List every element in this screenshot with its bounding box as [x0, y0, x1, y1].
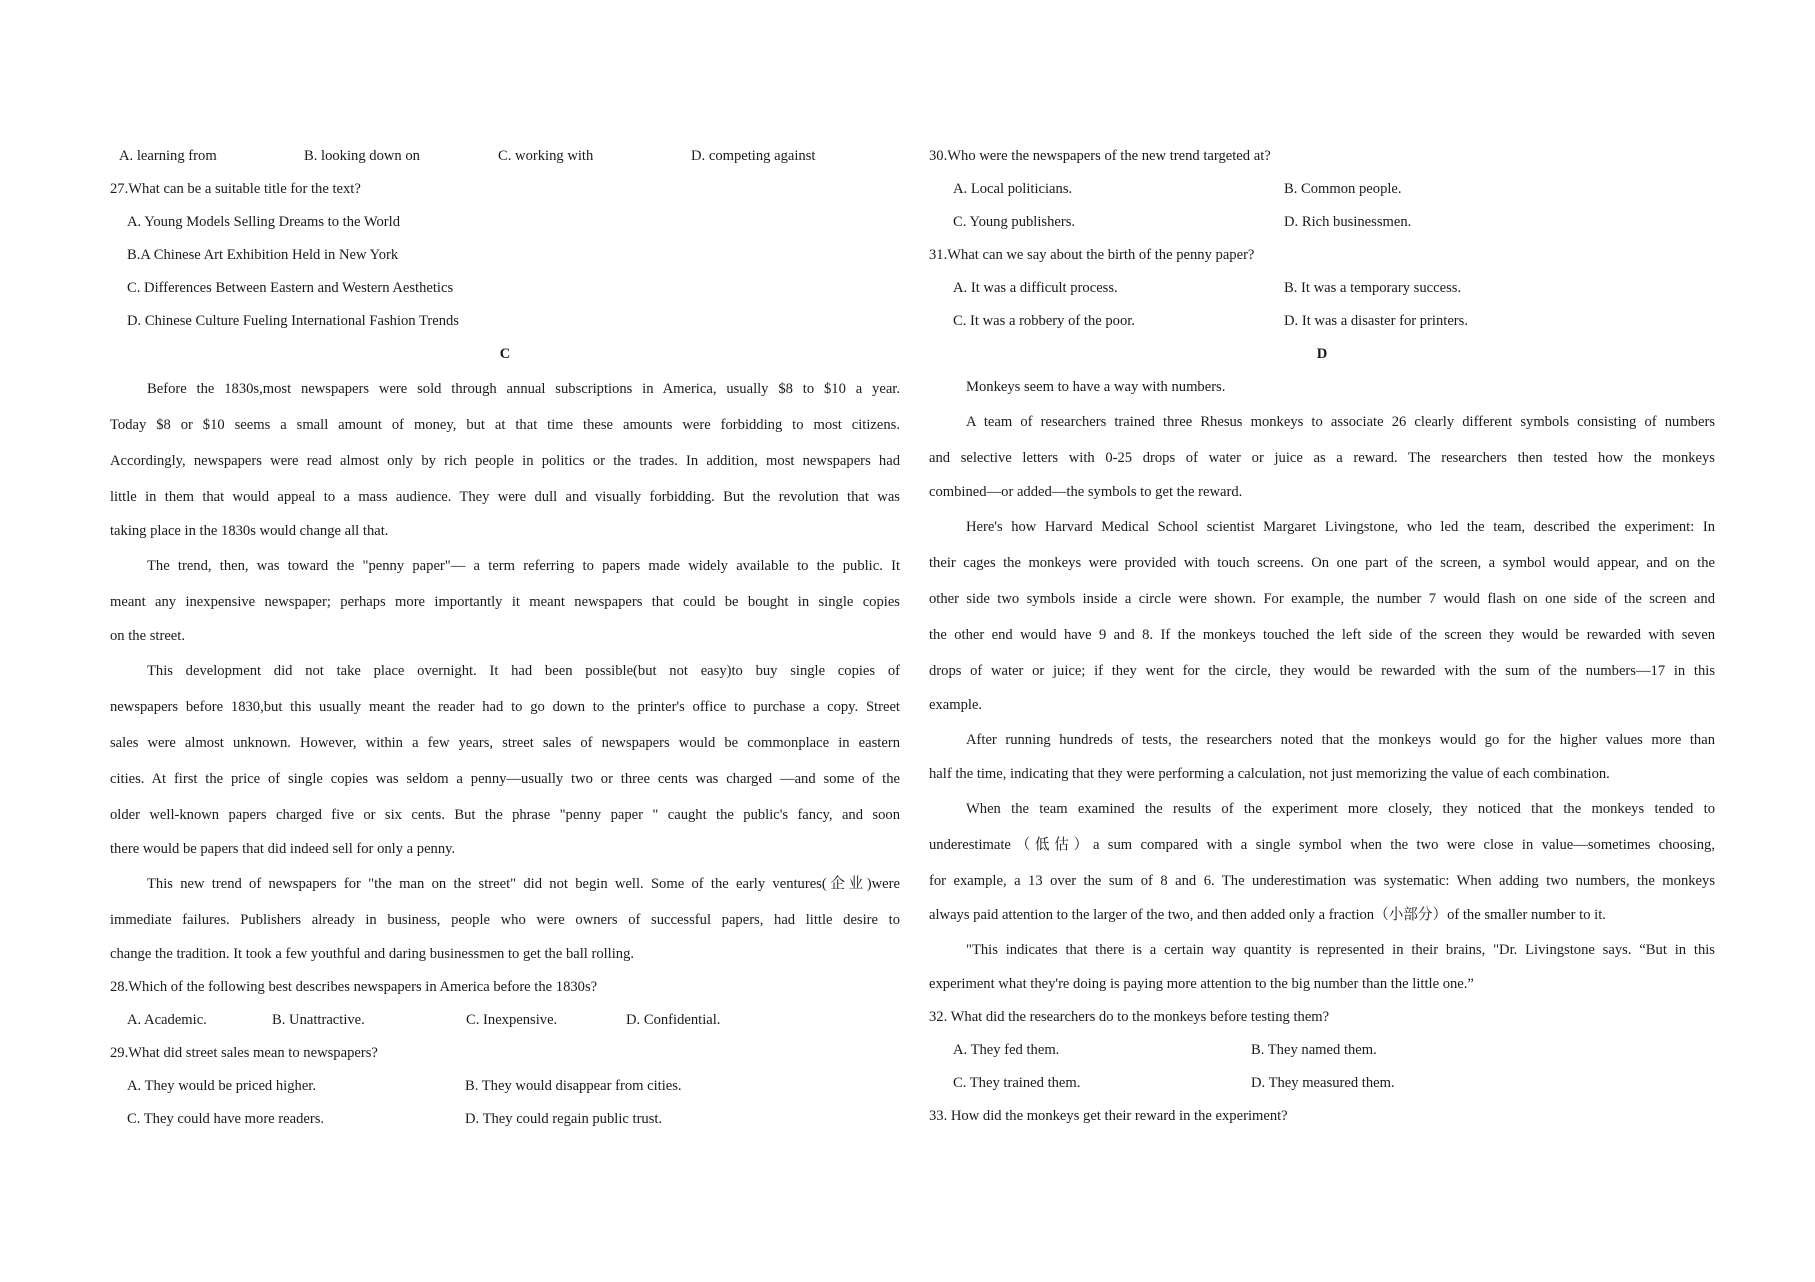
left-column	[110, 140, 900, 1136]
passage-d-line: half the time, indicating that they were performing a calculation, not just memorizing the value of each combination.	[929, 766, 1610, 782]
q29-option-b: B. They would disappear from cities.	[465, 1078, 682, 1094]
section-d-title: D	[1316, 346, 1328, 362]
q31-option-b: B. It was a temporary success.	[1284, 280, 1462, 296]
passage-c-line: Before the 1830s,most newspapers were sold through annual subscriptions in America, usually $8 to $10 a year.	[147, 381, 900, 397]
passage-c-line: Today $8 or $10 seems a small amount of money, but at that time these amounts were forbidding to most citizens.	[110, 417, 900, 433]
q27-option-c: C. Differences Between Eastern and Western Aesthetics	[127, 280, 454, 296]
passage-c	[110, 371, 900, 971]
q32-question: 32. What did the researchers do to the monkeys before testing them?	[929, 1009, 1330, 1025]
passage-d-intro: Monkeys seem to have a way with numbers.	[966, 379, 1226, 395]
passage-d-line: Here's how Harvard Medical School scientist Margaret Livingstone, who led the team, described the experiment: In	[966, 519, 1715, 535]
q32-options-row1	[929, 1034, 1715, 1067]
passage-d-line: "This indicates that there is a certain way quantity is represented in their brains, "Dr. Livingstone says. “But in this	[966, 942, 1715, 958]
passage-c-line: This new trend of newspapers for "the man on the street" did not begin well. Some of the early ventures(企业)were	[147, 876, 900, 892]
passage-c-line: The trend, then, was toward the "penny paper"— a term referring to papers made widely available to the public. It	[147, 558, 900, 574]
passage-c-line: meant any inexpensive newspaper; perhaps more importantly it meant newspapers that could be bought in single copies	[110, 594, 900, 610]
q28-option-a: A. Academic.	[127, 1012, 207, 1028]
passage-d-line: for example, a 13 over the sum of 8 and 6. The underestimation was systematic: When adding two numbers, the monkeys	[929, 873, 1715, 889]
q33-question: 33. How did the monkeys get their reward in the experiment?	[929, 1108, 1288, 1124]
q28-option-c: C. Inexpensive.	[466, 1012, 558, 1028]
q32-option-b: B. They named them.	[1251, 1042, 1377, 1058]
passage-c-line: taking place in the 1830s would change all that.	[110, 523, 389, 539]
passage-c-line: on the street.	[110, 628, 185, 644]
q32-option-c: C. They trained them.	[953, 1075, 1081, 1091]
q26-option-d: D. competing against	[691, 148, 816, 164]
q30-option-d: D. Rich businessmen.	[1284, 214, 1412, 230]
passage-c-line: there would be papers that did indeed sell for only a penny.	[110, 841, 456, 857]
passage-d	[929, 371, 1715, 1001]
passage-c-line: older well-known papers charged five or six cents. But the phrase "penny paper " caught the public's fancy, and soon	[110, 807, 900, 823]
passage-c-line: little in them that would appeal to a mass audience. They were dull and visually forbidding. But the revolution that was	[110, 489, 900, 505]
q29-options-row2	[110, 1103, 900, 1136]
q31-option-d: D. It was a disaster for printers.	[1284, 313, 1468, 329]
q32-option-d: D. They measured them.	[1251, 1075, 1395, 1091]
passage-d-line: other side two symbols inside a circle were shown. For example, the number 7 would flash on one side of the screen and	[929, 591, 1715, 607]
q30-options-row2	[929, 206, 1715, 239]
q26-option-a: A. learning from	[119, 148, 217, 164]
q30-option-a: A. Local politicians.	[953, 181, 1073, 197]
q27-option-d: D. Chinese Culture Fueling International Fashion Trends	[127, 313, 459, 329]
q28-options	[110, 1004, 900, 1037]
q31-question: 31.What can we say about the birth of the penny paper?	[929, 247, 1255, 263]
passage-c-line: cities. At first the price of single copies was seldom a penny—usually two or three cents was charged —and some of the	[110, 771, 900, 787]
q30-options-row1	[929, 173, 1715, 206]
q29-option-c: C. They could have more readers.	[127, 1111, 325, 1127]
passage-c-line: change the tradition. It took a few youthful and daring businessmen to get the ball rolling.	[110, 946, 635, 962]
q30-option-b: B. Common people.	[1284, 181, 1402, 197]
passage-c-line: immediate failures. Publishers already in business, people who were owners of successful papers, had little desire to	[110, 912, 900, 928]
passage-d-line: and selective letters with 0-25 drops of water or juice as a reward. The researchers then tested how the monkeys	[929, 450, 1715, 466]
q29-options-row1	[110, 1070, 900, 1103]
q27-option-a: A. Young Models Selling Dreams to the World	[127, 214, 400, 230]
q31-option-a: A. It was a difficult process.	[953, 280, 1118, 296]
q30-option-c: C. Young publishers.	[953, 214, 1076, 230]
q28-option-d: D. Confidential.	[626, 1012, 721, 1028]
q29-question: 29.What did street sales mean to newspapers?	[110, 1045, 378, 1061]
q27-question: 27.What can be a suitable title for the text?	[110, 181, 361, 197]
q29-option-a: A. They would be priced higher.	[127, 1078, 316, 1094]
passage-d-line: drops of water or juice; if they went for the circle, they would be rewarded with the sum of the numbers—17 in this	[929, 663, 1715, 679]
passage-c-line: newspapers before 1830,but this usually meant the reader had to go down to the printer's office to purchase a copy. Street	[110, 699, 900, 715]
passage-d-line: experiment what they're doing is paying more attention to the big number than the little one.”	[929, 976, 1474, 992]
q32-options-row2	[929, 1067, 1715, 1100]
passage-d-line: example.	[929, 697, 983, 713]
q31-option-c: C. It was a robbery of the poor.	[953, 313, 1135, 329]
passage-c-line: This development did not take place overnight. It had been possible(but not easy)to buy single copies of	[147, 663, 900, 679]
q28-question: 28.Which of the following best describes newspapers in America before the 1830s?	[110, 979, 598, 995]
passage-c-line: sales were almost unknown. However, within a few years, street sales of newspapers would be commonplace in eastern	[110, 735, 900, 751]
q26-option-b: B. looking down on	[304, 148, 420, 164]
passage-d-line: When the team examined the results of the experiment more closely, they noticed that the monkeys tended to	[966, 801, 1715, 817]
passage-d-line: After running hundreds of tests, the researchers noted that the monkeys would go for the higher values more than	[966, 732, 1715, 748]
q31-options-row2	[929, 305, 1715, 338]
passage-d-line: combined—or added—the symbols to get the reward.	[929, 484, 1243, 500]
passage-d-line: underestimate（低估）a sum compared with a single symbol when the two were close in value—sometimes choosing,	[929, 837, 1715, 853]
passage-c-line: Accordingly, newspapers were read almost only by rich people in politics or the trades. In addition, most newspapers had	[110, 453, 900, 469]
q30-question: 30.Who were the newspapers of the new trend targeted at?	[929, 148, 1271, 164]
q29-option-d: D. They could regain public trust.	[465, 1111, 663, 1127]
q27-option-b: B.A Chinese Art Exhibition Held in New York	[127, 247, 399, 263]
passage-d-line: A team of researchers trained three Rhesus monkeys to associate 26 clearly different symbols consisting of numbers	[966, 414, 1715, 430]
q28-option-b: B. Unattractive.	[272, 1012, 365, 1028]
passage-d-line: the other end would have 9 and 8. If the monkeys touched the left side of the screen they would be rewarded with seven	[929, 627, 1715, 643]
q31-options-row1	[929, 272, 1715, 305]
q26-options	[110, 140, 900, 173]
q32-option-a: A. They fed them.	[953, 1042, 1060, 1058]
passage-d-line: their cages the monkeys were provided with touch screens. On one part of the screen, a symbol would appear, and on the	[929, 555, 1715, 571]
right-column	[929, 140, 1715, 1133]
section-c-title: C	[499, 346, 511, 362]
q26-option-c: C. working with	[498, 148, 594, 164]
passage-d-line: always paid attention to the larger of the two, and then added only a fraction（小部分）of the smaller number to it.	[929, 907, 1606, 923]
